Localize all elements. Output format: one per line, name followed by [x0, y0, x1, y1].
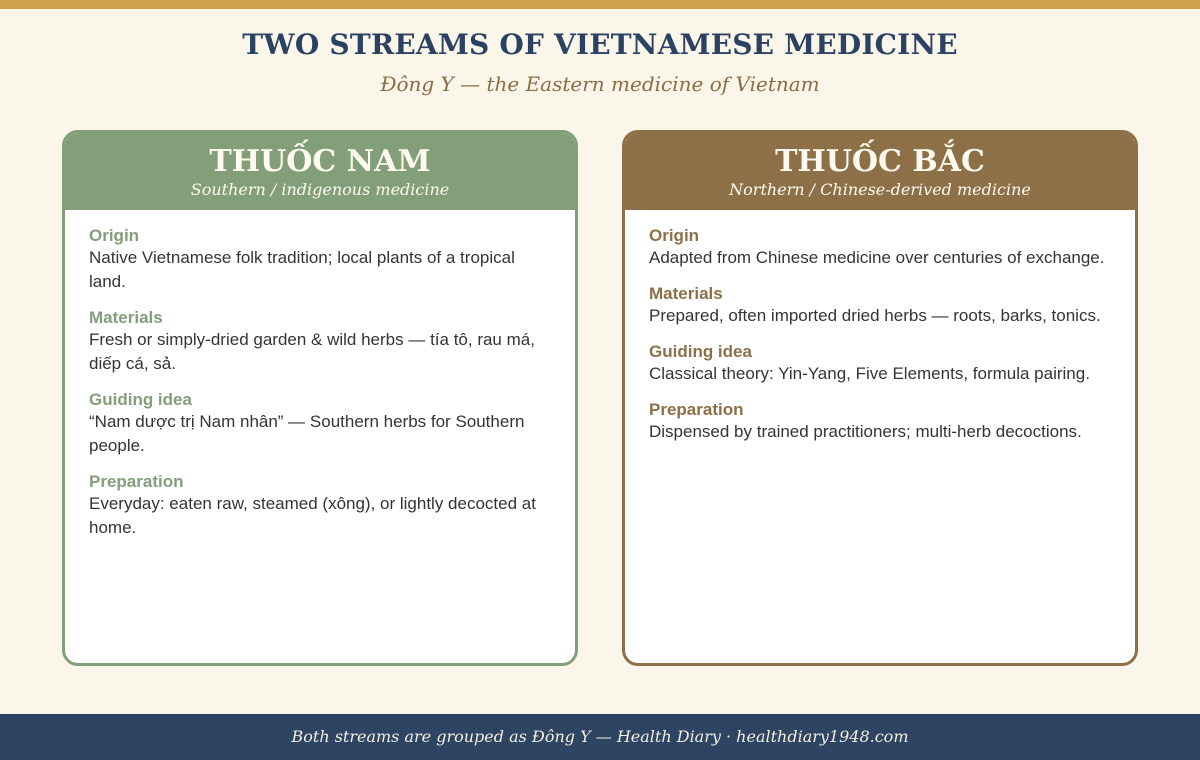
section-label: Origin [89, 226, 140, 245]
card-title: THUỐC NAM [209, 144, 431, 179]
card-thuoc-bac [622, 130, 1138, 666]
card-header [625, 133, 1135, 210]
section-label: Materials [649, 284, 723, 303]
section-label: Materials [89, 308, 163, 327]
footer-text: Both streams are grouped as Đông Y — Health Diary · healthdiary1948.com [291, 727, 909, 746]
section-label: Preparation [649, 400, 744, 419]
card-title: THUỐC BẮC [775, 144, 985, 179]
section-preparation [649, 400, 1111, 444]
top-accent-bar [0, 0, 1200, 9]
section-text: Dispensed by trained practitioners; multi-herb decoctions. [649, 422, 1082, 441]
section-text: Adapted from Chinese medicine over centuries of exchange. [649, 248, 1105, 267]
page-title: TWO STREAMS OF VIETNAMESE MEDICINE [242, 28, 958, 61]
section-guiding-idea [89, 390, 551, 458]
section-text: Classical theory: Yin-Yang, Five Elements, formula pairing. [649, 364, 1090, 383]
section-preparation [89, 472, 551, 540]
section-text: Prepared, often imported dried herbs — roots, barks, tonics. [649, 306, 1101, 325]
card-body [625, 210, 1135, 444]
section-origin [89, 226, 551, 294]
section-label: Origin [649, 226, 700, 245]
section-text: Everyday: eaten raw, steamed (xông), or lightly decocted at home. [89, 494, 536, 537]
section-label: Preparation [89, 472, 184, 491]
section-materials [89, 308, 551, 376]
section-guiding-idea [649, 342, 1111, 386]
card-header [65, 133, 575, 210]
section-origin [649, 226, 1111, 270]
section-text: Fresh or simply-dried garden & wild herbs — tía tô, rau má, diếp cá, sả. [89, 330, 535, 373]
section-label: Guiding idea [649, 342, 752, 361]
section-materials [649, 284, 1111, 328]
card-body [65, 210, 575, 540]
section-text: “Nam dược trị Nam nhân” — Southern herbs for Southern people. [89, 412, 525, 455]
page-subtitle: Đông Y — the Eastern medicine of Vietnam [380, 72, 820, 96]
footer-bar [0, 714, 1200, 760]
card-thuoc-nam [62, 130, 578, 666]
section-label: Guiding idea [89, 390, 192, 409]
card-subtitle: Southern / indigenous medicine [190, 180, 450, 199]
card-subtitle: Northern / Chinese-derived medicine [729, 180, 1031, 199]
section-text: Native Vietnamese folk tradition; local plants of a tropical land. [89, 248, 515, 291]
